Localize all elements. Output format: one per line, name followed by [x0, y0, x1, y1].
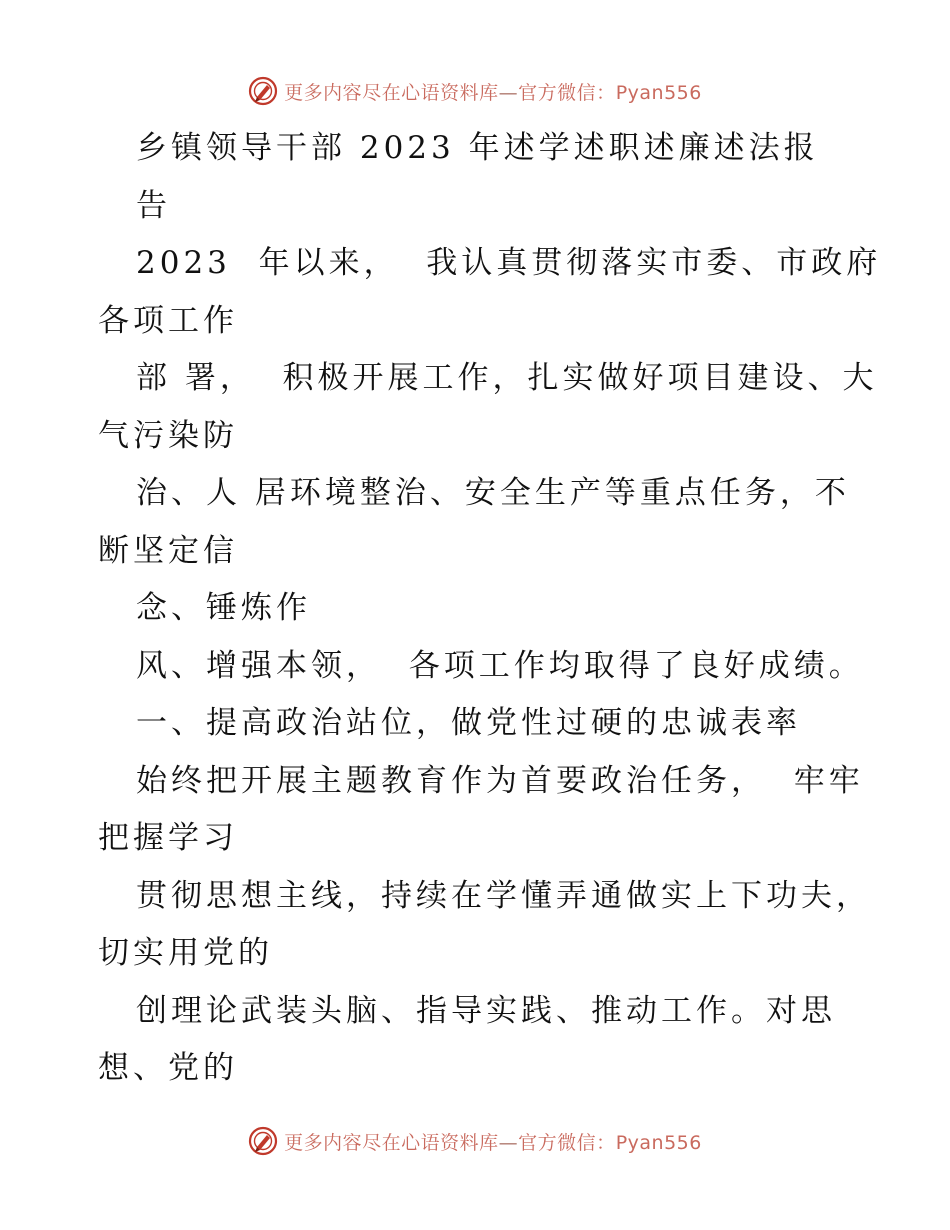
watermark-wechat-label: 官方微信：	[518, 1131, 616, 1154]
paragraph-line: 切实用党的	[98, 935, 273, 971]
document-title-line: 告	[136, 187, 171, 224]
paragraph-line: 断坚定信	[98, 532, 238, 569]
header-watermark	[0, 71, 950, 111]
section-heading: 一、提高政治站位，做党性过硬的忠诚表率	[136, 705, 801, 741]
paragraph-line: 风、增强本领， 各项工作均取得了良好成绩。	[136, 647, 864, 684]
watermark-wechat-id: Pyan556	[615, 1131, 702, 1154]
watermark-wechat-label: 官方微信：	[518, 81, 616, 104]
watermark-separator: —	[498, 1131, 519, 1154]
paragraph-line: 创理论武装头脑、指导实践、推动工作。对思	[136, 992, 836, 1029]
paragraph-line: 想、党的	[98, 1050, 238, 1086]
watermark-wechat-id: Pyan556	[615, 81, 702, 104]
watermark-text	[284, 1128, 702, 1155]
watermark-separator: —	[498, 81, 519, 104]
paragraph-line: 始终把开展主题教育作为首要政治任务， 牢牢	[136, 762, 864, 799]
paragraph-line: 治、人 居环境整治、安全生产等重点任务，不	[136, 475, 850, 511]
watermark-main-text: 更多内容尽在心语资料库	[284, 1131, 499, 1154]
paragraph-line: 贯彻思想主线，持续在学懂弄通做实上下功夫，	[136, 877, 871, 914]
paragraph-line: 各项工作	[98, 302, 238, 339]
paragraph-line: 把握学习	[98, 820, 238, 856]
pen-logo-icon	[248, 1126, 278, 1156]
paragraph-line: 念、锤炼作	[136, 590, 311, 626]
watermark-text	[284, 78, 702, 105]
pen-logo-icon	[248, 76, 278, 106]
paragraph-line: 气污染防	[98, 417, 238, 454]
watermark-main-text: 更多内容尽在心语资料库	[284, 81, 499, 104]
paragraph-line: 部 署， 积极开展工作，扎实做好项目建设、大	[136, 360, 878, 396]
document-title-line: 乡镇领导干部 2023 年述学述职述廉述法报	[136, 130, 819, 166]
document-body	[98, 120, 882, 1098]
paragraph-line: 2023 年以来， 我认真贯彻落实市委、市政府	[136, 245, 882, 281]
footer-watermark	[0, 1121, 950, 1161]
